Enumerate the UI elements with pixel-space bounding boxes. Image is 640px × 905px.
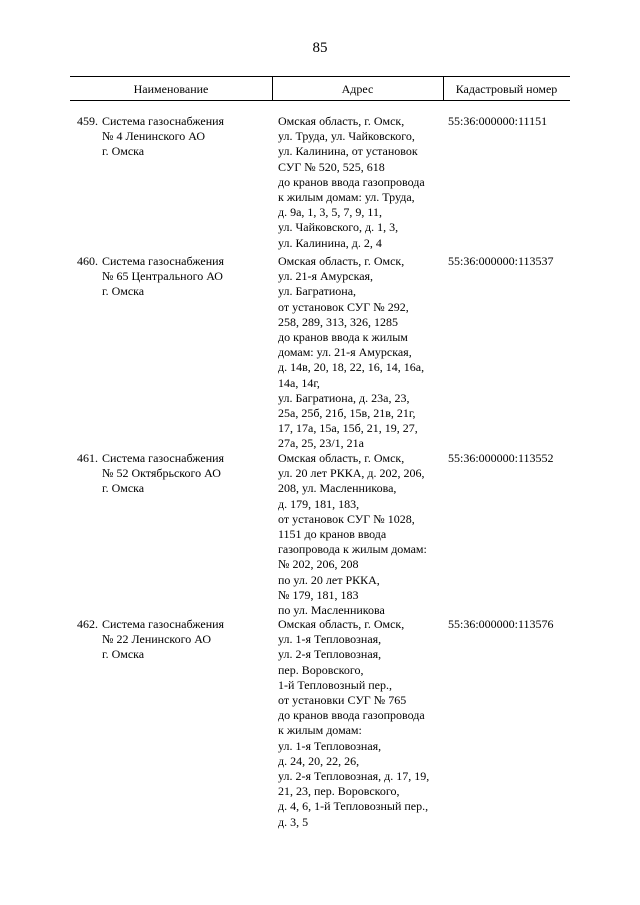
address-line: № 202, 206, 208 xyxy=(278,557,359,572)
address-line: ул. Багратиона, д. 23а, 23, xyxy=(278,390,410,405)
row-number: 462. xyxy=(77,617,98,631)
name-line: г. Омска xyxy=(102,284,145,299)
address-line: ул. Багратиона, xyxy=(278,284,357,299)
name-line: № 65 Центрального АО xyxy=(102,269,223,284)
address-line: 14а, 14г, xyxy=(278,375,320,390)
header-cadastral: Кадастровый номер xyxy=(455,82,558,96)
address-line: д. 3, 5 xyxy=(278,814,309,829)
address-line: до кранов ввода к жилым xyxy=(278,330,408,345)
address-line: Омская область, г. Омск, xyxy=(278,617,405,631)
name-line: № 4 Ленинского АО xyxy=(102,129,206,144)
name-line: Система газоснабжения xyxy=(102,114,225,128)
address-line: Омская область, г. Омск, xyxy=(278,114,405,128)
address-line: СУГ № 520, 525, 618 xyxy=(278,159,385,174)
address-line: 208, ул. Масленникова, xyxy=(278,481,397,496)
name-line: Система газоснабжения xyxy=(102,451,225,465)
name-line: г. Омска xyxy=(102,647,145,662)
address-line: ул. 1-я Тепловозная, xyxy=(278,738,382,753)
name-line: г. Омска xyxy=(102,144,145,159)
header-address: Адрес xyxy=(341,82,374,96)
row-cadastral-number: 55:36:000000:11151 xyxy=(448,114,548,128)
row-cadastral-number: 55:36:000000:113552 xyxy=(448,451,554,465)
name-line: Система газоснабжения xyxy=(102,617,225,631)
address-line: по ул. Масленникова xyxy=(278,603,385,618)
address-line: 1-й Тепловозный пер., xyxy=(278,677,393,692)
address-line: Омская область, г. Омск, xyxy=(278,451,405,465)
row-number: 460. xyxy=(77,254,98,268)
address-line: к жилым домам: ул. Труда, xyxy=(278,190,415,205)
address-line: газопровода к жилым домам: xyxy=(278,542,427,557)
address-line: 21, 23, пер. Воровского, xyxy=(278,784,400,799)
address-line: до кранов ввода газопровода xyxy=(278,174,425,189)
row-name xyxy=(102,114,270,160)
address-line: к жилым домам: xyxy=(278,723,362,738)
row-address xyxy=(278,114,446,251)
address-line: 27а, 25, 23/1, 21а xyxy=(278,436,364,451)
address-line: от установок СУГ № 292, xyxy=(278,299,409,314)
address-line: домам: ул. 21-я Амурская, xyxy=(278,345,412,360)
address-line: ул. Чайковского, д. 1, 3, xyxy=(278,220,399,235)
row-address xyxy=(278,254,446,452)
header-name: Наименование xyxy=(133,82,209,96)
address-line: д. 4, 6, 1-й Тепловозный пер., xyxy=(278,799,429,814)
address-line: ул. Труда, ул. Чайковского, xyxy=(278,129,415,144)
row-cadastral-number: 55:36:000000:113537 xyxy=(448,254,554,268)
header-top-rule xyxy=(70,76,570,77)
address-line: ул. 21-я Амурская, xyxy=(278,269,374,284)
address-line: Омская область, г. Омск, xyxy=(278,254,405,268)
address-line: д. 179, 181, 183, xyxy=(278,496,360,511)
row-number: 459. xyxy=(77,114,98,128)
address-line: 25а, 25б, 21б, 15в, 21в, 21г, xyxy=(278,406,416,421)
name-line: г. Омска xyxy=(102,481,145,496)
address-line: д. 14в, 20, 18, 22, 16, 14, 16а, xyxy=(278,360,425,375)
address-line: д. 9а, 1, 3, 5, 7, 9, 11, xyxy=(278,205,382,220)
address-line: пер. Воровского, xyxy=(278,662,364,677)
name-line: № 22 Ленинского АО xyxy=(102,632,212,647)
row-name xyxy=(102,254,270,300)
address-line: ул. 20 лет РККА, д. 202, 206, xyxy=(278,466,425,481)
row-address xyxy=(278,451,446,618)
row-name xyxy=(102,451,270,497)
page-number: 85 xyxy=(312,40,328,56)
row-name xyxy=(102,617,270,663)
row-address xyxy=(278,617,446,830)
address-line: 258, 289, 313, 326, 1285 xyxy=(278,314,398,329)
address-line: ул. 2-я Тепловозная, xyxy=(278,647,382,662)
address-line: 1151 до кранов ввода xyxy=(278,527,387,542)
address-line: д. 24, 20, 22, 26, xyxy=(278,753,360,768)
name-line: № 52 Октябрьского АО xyxy=(102,466,221,481)
address-line: ул. 2-я Тепловозная, д. 17, 19, xyxy=(278,769,430,784)
address-line: № 179, 181, 183 xyxy=(278,587,359,602)
address-line: ул. Калинина, д. 2, 4 xyxy=(278,235,382,250)
address-line: ул. 1-я Тепловозная, xyxy=(278,632,382,647)
row-cadastral-number: 55:36:000000:113576 xyxy=(448,617,554,631)
address-line: от установки СУГ № 765 xyxy=(278,693,407,708)
address-line: 17, 17а, 15а, 15б, 21, 19, 27, xyxy=(278,421,418,436)
address-line: по ул. 20 лет РККА, xyxy=(278,572,380,587)
name-line: Система газоснабжения xyxy=(102,254,225,268)
header-bottom-rule xyxy=(70,100,570,101)
row-number: 461. xyxy=(77,451,98,465)
address-line: от установок СУГ № 1028, xyxy=(278,511,415,526)
address-line: ул. Калинина, от установок xyxy=(278,144,418,159)
address-line: до кранов ввода газопровода xyxy=(278,708,425,723)
